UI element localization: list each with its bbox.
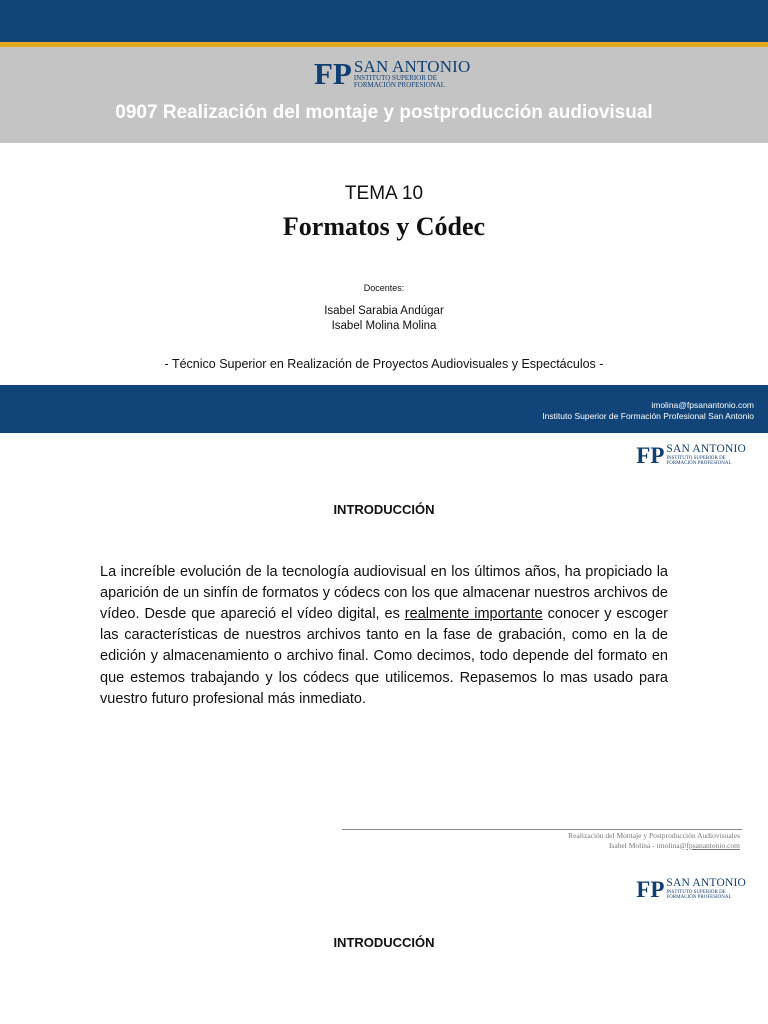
section-heading: INTRODUCCIÓN bbox=[333, 935, 435, 950]
fp-san-antonio-logo bbox=[636, 878, 746, 901]
top-blue-bar bbox=[0, 0, 768, 44]
intro-paragraph bbox=[100, 562, 668, 710]
logo-name: SAN ANTONIO bbox=[666, 877, 746, 889]
logo-name: SAN ANTONIO bbox=[666, 443, 746, 455]
underlined-phrase: realmente importante bbox=[404, 605, 543, 622]
footer-author: Isabel Molina - imolina@ bbox=[608, 841, 687, 850]
docente-name: Isabel Molina Molina bbox=[331, 320, 437, 332]
tema-number: TEMA 10 bbox=[344, 183, 424, 204]
course-title: 0907 Realización del montaje y postproducción audiovisual bbox=[115, 102, 653, 123]
document-title: Formatos y Códec bbox=[282, 212, 486, 241]
logo-line-2: FORMACIÓN PROFESIONAL bbox=[353, 81, 446, 90]
page-footer bbox=[568, 831, 740, 851]
contact-block bbox=[542, 400, 754, 422]
logo-fp: FP bbox=[314, 56, 352, 91]
fp-san-antonio-logo bbox=[314, 58, 471, 90]
logo-name: SAN ANTONIO bbox=[353, 57, 471, 76]
footer-course: Realización del Montaje y Postproducción Audiovisuales bbox=[568, 831, 740, 840]
footer-author-line bbox=[568, 841, 740, 851]
logo-line-2: FORMACIÓN PROFESIONAL bbox=[666, 894, 732, 900]
logo-line-1: INSTITUTO SUPERIOR DE bbox=[666, 455, 726, 461]
footer-email-link[interactable]: fpsanantonio.com bbox=[686, 841, 740, 850]
section-heading: INTRODUCCIÓN bbox=[333, 502, 435, 517]
fp-san-antonio-logo bbox=[636, 444, 746, 467]
logo-line-2: FORMACIÓN PROFESIONAL bbox=[666, 460, 732, 466]
contact-email[interactable]: imolina@fpsanantonio.com bbox=[651, 400, 754, 410]
docente-name: Isabel Sarabia Andúgar bbox=[324, 305, 444, 317]
contact-band bbox=[0, 385, 768, 433]
logo-fp: FP bbox=[636, 443, 665, 468]
logo-line-1: INSTITUTO SUPERIOR DE bbox=[353, 74, 437, 82]
logo-line-1: INSTITUTO SUPERIOR DE bbox=[666, 889, 726, 895]
logo-fp: FP bbox=[636, 877, 665, 902]
paragraph-text: conocer y escoger las características de nuestros archivos tanto en la fase de grabación, como en la de edición y almacenamiento o archivo final. Como decimos, todo depende del formato en que estemos trabajando y los códecs que utilicemos. Repasemos lo mas usado para vuestro futuro profesional más inmediato. bbox=[100, 605, 668, 707]
footer-divider bbox=[342, 829, 742, 830]
paragraph-text: La increíble evolución de la tecnología audiovisual en los últimos años, ha propiciado la aparición de un sinfín de formatos y códecs con los que almacenar nuestros archivos de vídeo. Desde que apareció el vídeo digital, es bbox=[100, 563, 668, 622]
degree-line: - Técnico Superior en Realización de Proyectos Audiovisuales y Espectáculos - bbox=[164, 357, 604, 371]
docentes-label: Docentes: bbox=[363, 283, 405, 293]
contact-institution: Instituto Superior de Formación Profesional San Antonio bbox=[542, 411, 754, 421]
